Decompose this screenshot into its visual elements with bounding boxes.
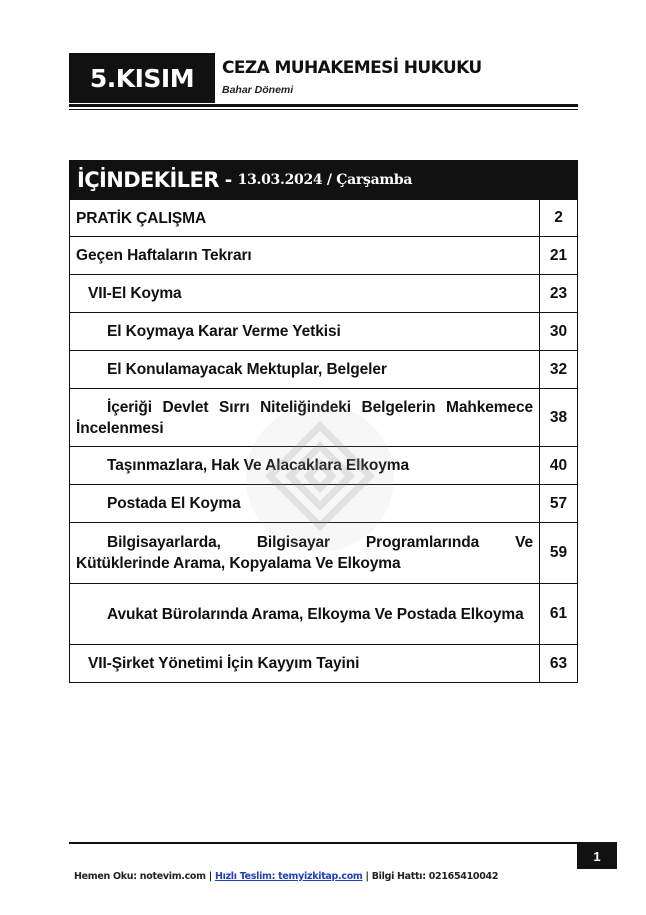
toc-entry-page: 57 [540,485,578,523]
toc-row[interactable] [70,275,578,313]
toc-entry-page: 40 [540,447,578,485]
toc-entry-page: 59 [540,523,578,584]
toc-entry-title: Taşınmazlara, Hak Ve Alacaklara Elkoyma [70,447,540,485]
toc-entry-page: 30 [540,313,578,351]
toc-entry-page: 32 [540,351,578,389]
footer-divider: | [365,871,369,882]
toc-row[interactable] [70,447,578,485]
part-label: 5.KISIM [89,63,195,93]
toc-row[interactable] [70,485,578,523]
footer-read-label: Hemen Oku: notevim.com [74,871,206,882]
page-number-box [577,843,617,869]
toc-row[interactable] [70,237,578,275]
toc-row[interactable] [70,351,578,389]
toc-entry-page: 2 [540,200,578,237]
course-title: CEZA MUHAKEMESİ HUKUKU [222,58,482,78]
header-rule-thin [69,109,578,110]
toc-heading-bar [69,160,578,200]
toc-entry-page: 23 [540,275,578,313]
toc-entry-title: PRATİK ÇALIŞMA [70,200,540,237]
toc-entry-title: Geçen Haftaların Tekrarı [70,237,540,275]
header-rule-thick [69,104,578,107]
toc-date: 13.03.2024 / Çarşamba [237,172,413,188]
footer-divider: | [208,871,212,882]
toc-heading-separator: - [224,169,232,191]
page-number: 1 [593,848,601,864]
toc-row[interactable] [70,313,578,351]
toc-entry-title: Avukat Bürolarında Arama, Elkoyma Ve Postada Elkoyma [70,584,540,645]
toc-entry-page: 38 [540,389,578,447]
toc-row[interactable] [70,200,578,237]
toc-entry-title: Bilgisayarlarda, Bilgisayar Programlarında Ve Kütüklerinde Arama, Kopyalama Ve Elkoyma [70,523,540,584]
toc-entry-title: El Konulamayacak Mektuplar, Belgeler [70,351,540,389]
toc-entry-title: İçeriği Devlet Sırrı Niteliğindeki Belgelerin Mahkemece İncelenmesi [70,389,540,447]
toc-entry-title: El Koymaya Karar Verme Yetkisi [70,313,540,351]
toc-entry-title: VII-El Koyma [70,275,540,313]
part-label-box [69,53,215,103]
toc-row[interactable] [70,645,578,683]
footer-delivery-link[interactable]: Hızlı Teslim: temyizkitap.com [214,871,363,882]
footer-hotline: Bilgi Hattı: 02165410042 [371,871,499,882]
term-label: Bahar Dönemi [222,84,294,96]
toc-entry-title: Postada El Koyma [70,485,540,523]
footer-rule [69,842,617,844]
toc-entry-page: 61 [540,584,578,645]
toc-row[interactable] [70,389,578,447]
toc-entry-page: 21 [540,237,578,275]
toc-row[interactable] [70,584,578,645]
toc-entry-page: 63 [540,645,578,683]
toc-row[interactable] [70,523,578,584]
toc-heading: İÇİNDEKİLER [77,168,219,192]
footer-bar [74,871,498,882]
toc-entry-title: VII-Şirket Yönetimi İçin Kayyım Tayini [70,645,540,683]
toc-table [69,199,578,683]
